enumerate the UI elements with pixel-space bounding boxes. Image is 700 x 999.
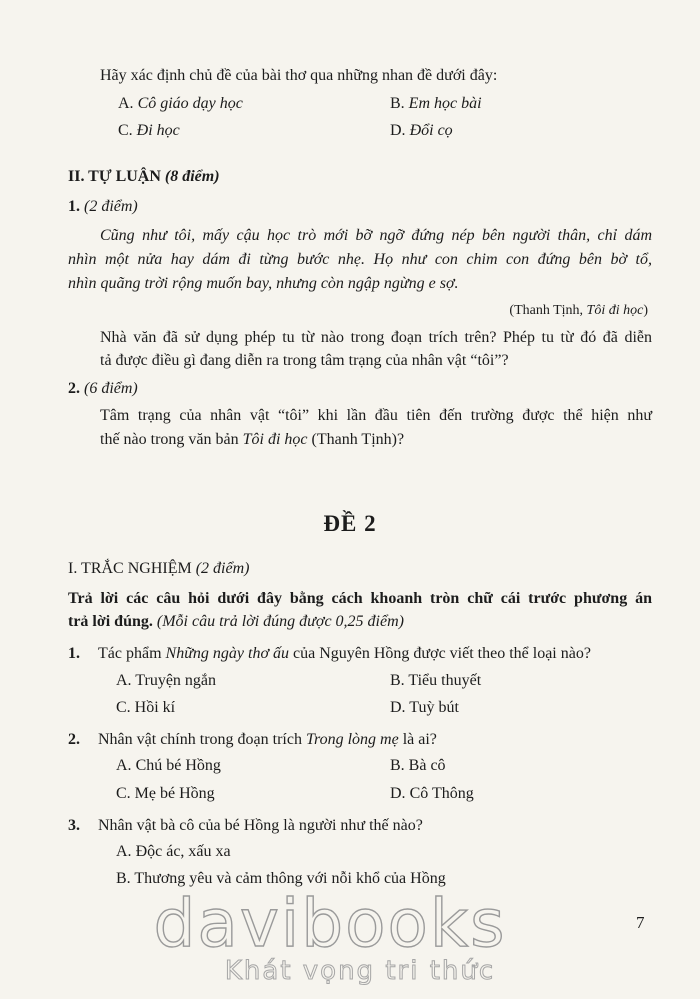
- essay-q2-line-1: Tâm trạng của nhân vật “tôi” khi lần đầu tiên đến trường được thể hiện như: [100, 407, 652, 424]
- exam-2-title: ĐỀ 2: [323, 511, 377, 536]
- essay-q1-source: (Thanh Tịnh, Tôi đi học): [509, 303, 648, 318]
- question-2-option-c: C. Mẹ bé Hồng: [116, 785, 215, 802]
- question-1: 1. Tác phẩm Những ngày thơ ấu của Nguyên Hồng được viết theo thể loại nào?: [68, 645, 591, 662]
- essay-q1-quote-line-2: nhìn một nửa hay dám đi từng bước nhẹ. Họ như con chim con đứng bên bờ tổ,: [68, 251, 652, 268]
- question-2-option-a: A. Chú bé Hồng: [116, 757, 221, 774]
- watermark-brand: davibooks: [153, 885, 507, 962]
- question-2: 2. Nhân vật chính trong đoạn trích Trong lòng mẹ là ai?: [68, 731, 437, 748]
- watermark-slogan: Khát vọng tri thức: [224, 956, 496, 986]
- essay-q2-line-2: thế nào trong văn bản Tôi đi học (Thanh Tịnh)?: [100, 431, 405, 448]
- question-1-option-a: A. Truyện ngắn: [116, 672, 217, 689]
- question-3: 3. Nhân vật bà cô của bé Hồng là người như thế nào?: [68, 817, 423, 834]
- intro-question: Hãy xác định chủ đề của bài thơ qua những nhan đề dưới đây:: [100, 67, 498, 84]
- essay-q1-label: 1. (2 điểm): [68, 198, 138, 215]
- intro-option-d: D. Đổi cọ: [390, 122, 453, 139]
- essay-q1-quote-line-3: nhìn quãng trời rộng muốn bay, nhưng còn ngập ngừng e sợ.: [68, 275, 459, 292]
- essay-q1-question-line-2: tả được điều gì đang diễn ra trong tâm trạng của nhân vật “tôi”?: [100, 352, 509, 369]
- watermark: [120, 885, 540, 998]
- question-3-option-a: A. Độc ác, xấu xa: [116, 843, 231, 860]
- question-1-option-d: D. Tuỳ bút: [390, 699, 459, 716]
- intro-option-a: A. Cô giáo dạy học: [118, 95, 243, 112]
- question-1-option-b: B. Tiểu thuyết: [390, 672, 482, 689]
- question-3-option-b: B. Thương yêu và cảm thông với nỗi khổ của Hồng: [116, 870, 446, 887]
- essay-q2-label: 2. (6 điểm): [68, 380, 138, 397]
- multiple-choice-heading: I. TRẮC NGHIỆM (2 điểm): [68, 560, 250, 577]
- question-1-option-c: C. Hồi kí: [116, 699, 176, 716]
- question-2-option-b: B. Bà cô: [390, 757, 446, 774]
- page-number: 7: [636, 913, 645, 932]
- essay-heading: II. TỰ LUẬN (8 điểm): [68, 168, 220, 185]
- question-2-option-d: D. Cô Thông: [390, 785, 474, 802]
- instruction-line-2: trả lời đúng. (Mỗi câu trả lời đúng được 0,25 điểm): [68, 613, 404, 630]
- intro-option-c: C. Đi học: [118, 122, 180, 139]
- essay-q1-question-line-1: Nhà văn đã sử dụng phép tu từ nào trong đoạn trích trên? Phép tu từ đó đã diễn: [100, 329, 652, 346]
- intro-option-b: B. Em học bài: [390, 95, 482, 112]
- instruction-line-1: Trả lời các câu hỏi dưới đây bằng cách khoanh tròn chữ cái trước phương án: [68, 590, 652, 607]
- essay-q1-quote-line-1: Cũng như tôi, mấy cậu học trò mới bỡ ngỡ đứng nép bên người thân, chỉ dám: [100, 227, 652, 244]
